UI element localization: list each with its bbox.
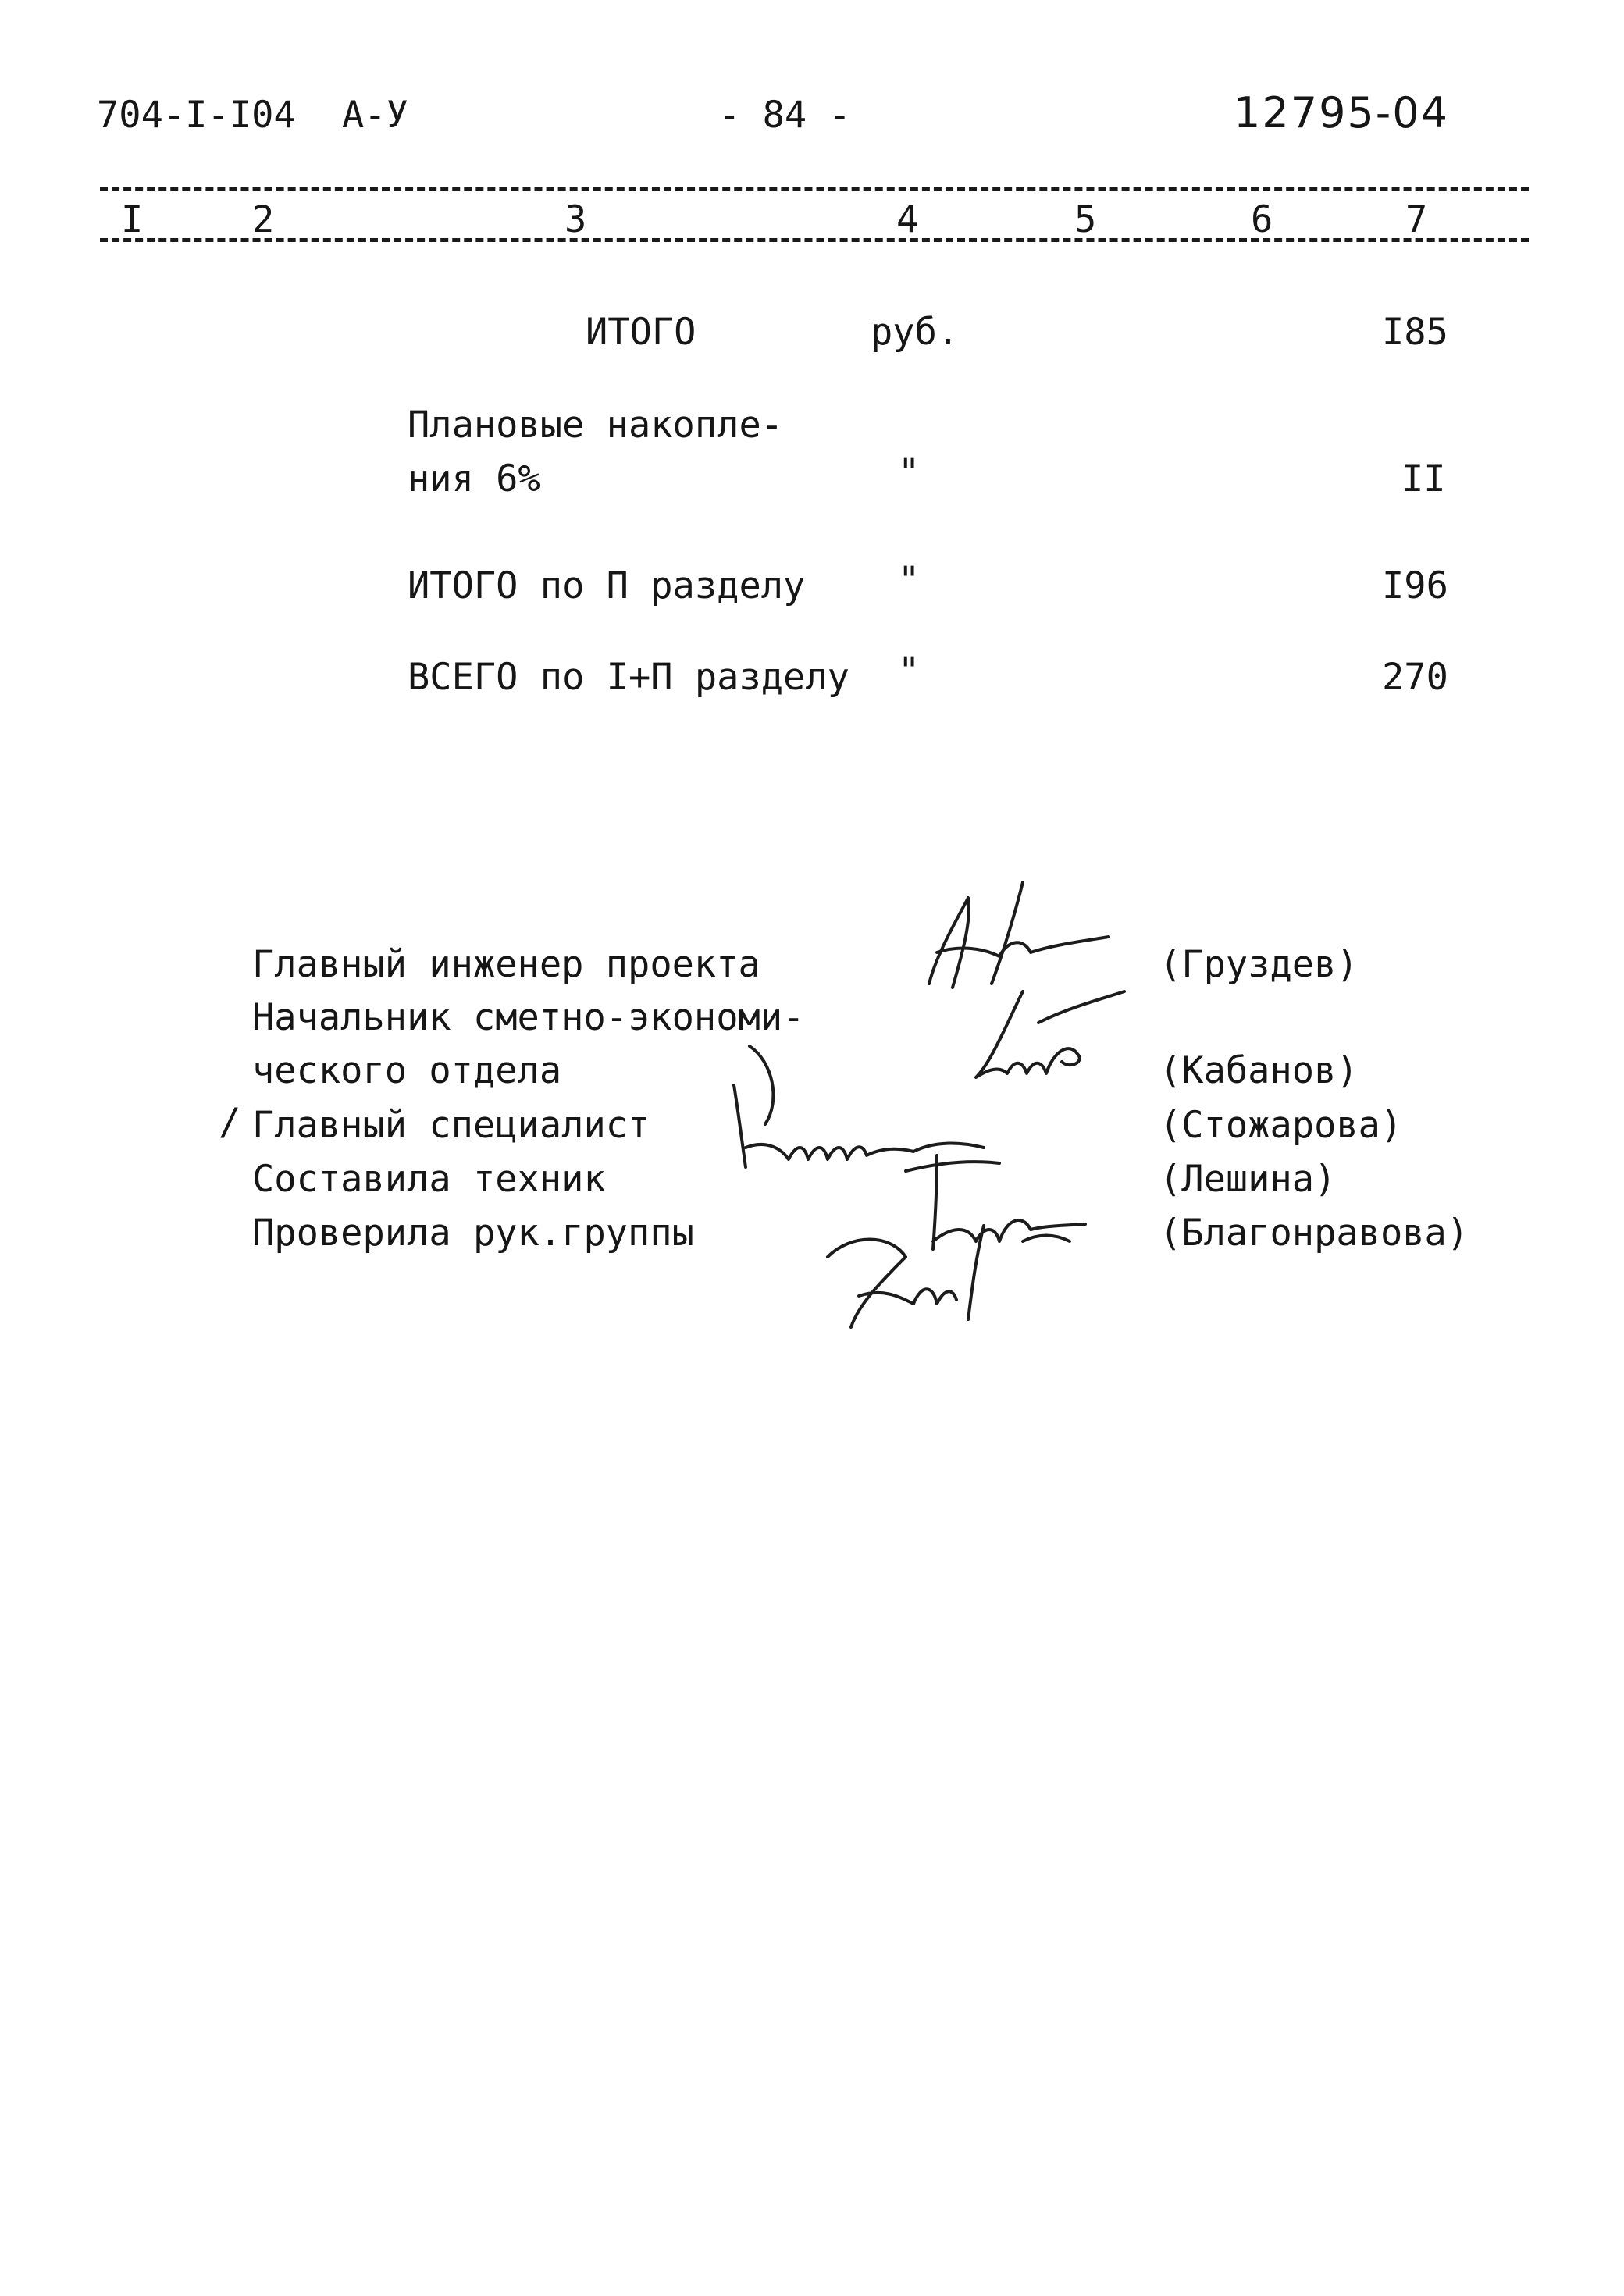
summary-value-itogo: I85 bbox=[1382, 311, 1448, 354]
column-number-7: 7 bbox=[1405, 198, 1428, 241]
doc-code: 704-I-I04 bbox=[97, 94, 296, 137]
role-estimate-head-line2: ческого отдела bbox=[252, 1049, 562, 1092]
role-chief-specialist: Главный специалист bbox=[252, 1104, 650, 1147]
summary-label-itogo: ИТОГО bbox=[586, 311, 696, 354]
column-number-5: 5 bbox=[1074, 198, 1097, 241]
role-group-head: Проверила рук.группы bbox=[252, 1212, 694, 1255]
name-gruzdev: (Груздев) bbox=[1159, 943, 1359, 986]
column-number-2: 2 bbox=[252, 198, 275, 241]
page-number: - 84 - bbox=[718, 94, 851, 137]
header-top-rule bbox=[100, 187, 1529, 191]
summary-value-total: 270 bbox=[1382, 656, 1448, 699]
archive-number: 12795-04 bbox=[1234, 88, 1449, 137]
header-bottom-rule bbox=[100, 238, 1529, 242]
summary-value-planned: II bbox=[1401, 457, 1446, 500]
role-estimate-head-line1: Начальник сметно-экономи- bbox=[252, 996, 805, 1039]
column-number-4: 4 bbox=[896, 198, 919, 241]
summary-label-planned-line2: ния 6% bbox=[408, 457, 540, 500]
name-blagonravova: (Благонравова) bbox=[1159, 1212, 1469, 1255]
signature-5-icon bbox=[804, 1210, 1116, 1335]
margin-mark: / bbox=[219, 1101, 241, 1144]
name-kabanov: (Кабанов) bbox=[1159, 1049, 1359, 1092]
column-number-3: 3 bbox=[564, 198, 587, 241]
summary-unit-total: " bbox=[898, 650, 921, 692]
name-leshina: (Лешина) bbox=[1159, 1158, 1337, 1201]
column-number-1: I bbox=[121, 198, 144, 241]
summary-label-section2: ИТОГО по П разделу bbox=[408, 564, 806, 607]
doc-suffix: А-У bbox=[342, 94, 408, 137]
summary-label-total: ВСЕГО по I+П разделу bbox=[408, 656, 849, 699]
summary-unit-itogo: руб. bbox=[871, 311, 960, 354]
summary-value-section2: I96 bbox=[1382, 564, 1448, 607]
summary-unit-section2: " bbox=[898, 559, 921, 602]
summary-label-planned-line1: Плановые накопле- bbox=[408, 404, 784, 447]
role-chief-engineer: Главный инженер проекта bbox=[252, 943, 760, 986]
role-technician: Составила техник bbox=[252, 1158, 606, 1201]
name-stozharova: (Стожарова) bbox=[1159, 1104, 1403, 1147]
summary-unit-planned: " bbox=[898, 451, 921, 494]
column-number-6: 6 bbox=[1251, 198, 1273, 241]
